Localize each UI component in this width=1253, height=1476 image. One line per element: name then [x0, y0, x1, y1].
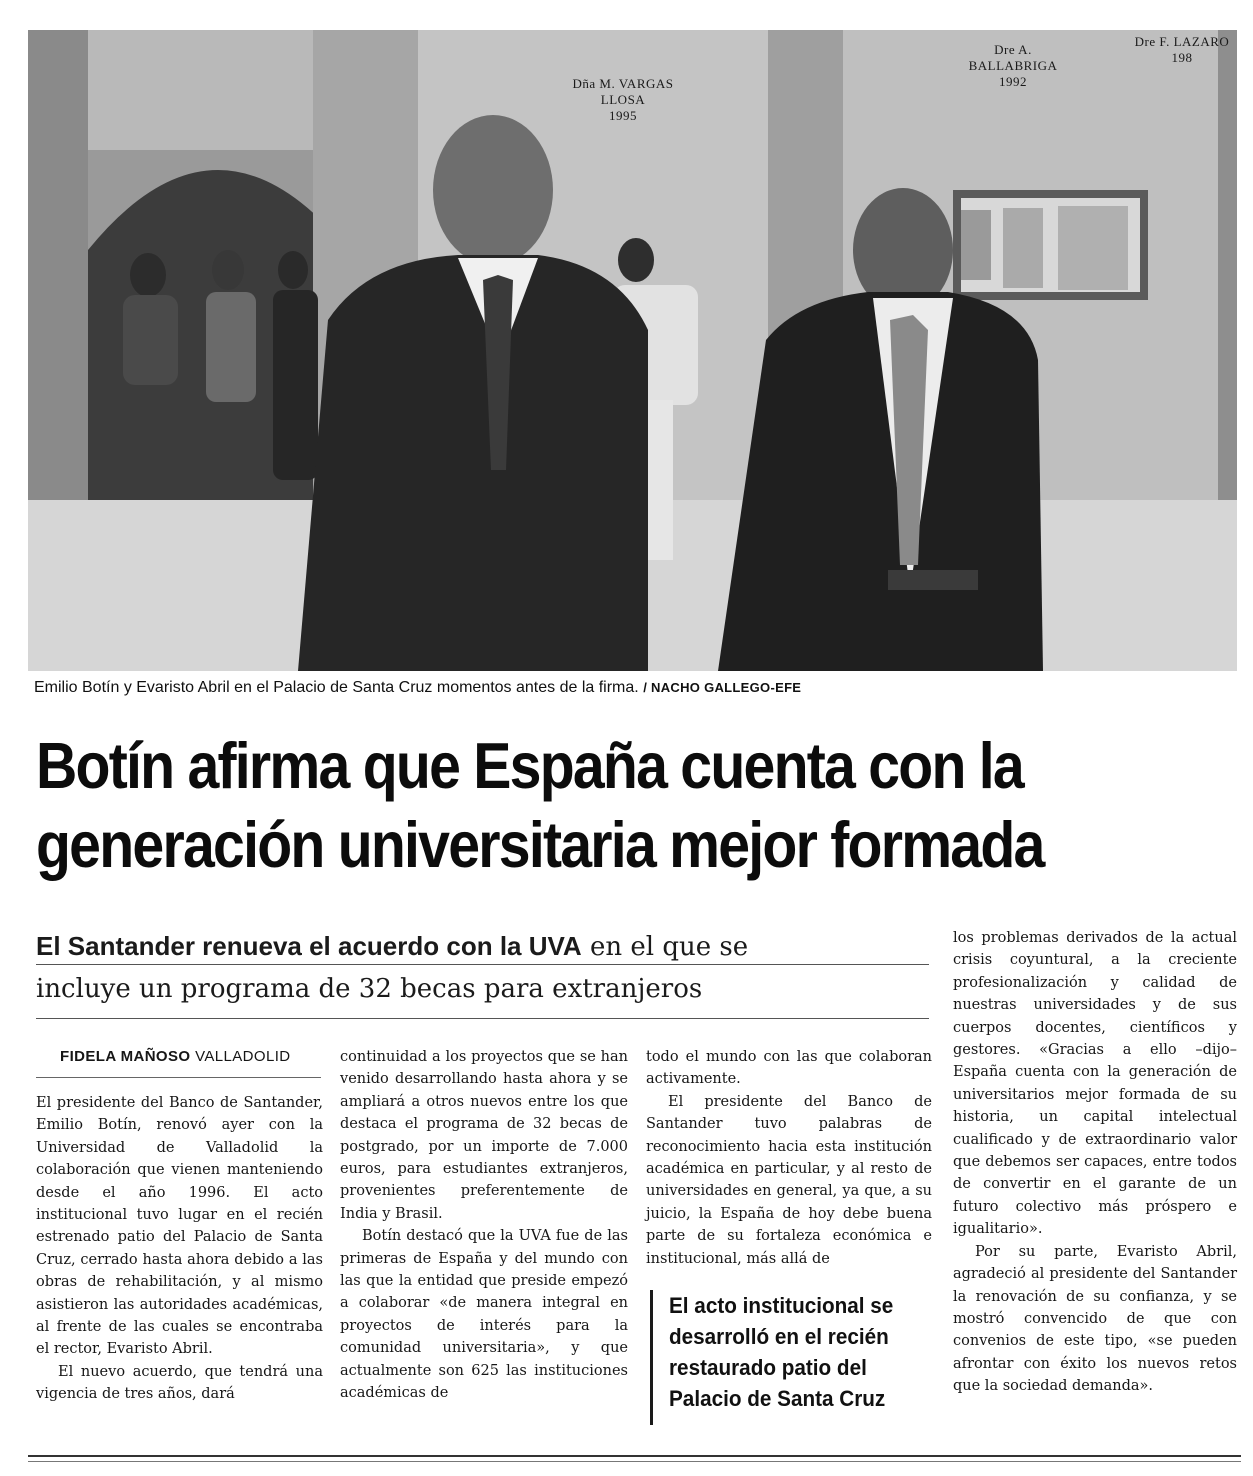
plaque-vargas-llosa: Dña M. VARGAS LLOSA 1995: [572, 76, 674, 123]
subheadline: [36, 925, 929, 1010]
paragraph: El nuevo acuerdo, que tendrá una vigencia de tres años, dará: [36, 1363, 323, 1403]
byline-author: FIDELA MAÑOSO: [60, 1048, 191, 1065]
byline-location: VALLADOLID: [195, 1048, 291, 1065]
page-bottom-rule: [28, 1461, 1241, 1462]
headline: [36, 726, 1092, 884]
byline-divider: [36, 1077, 321, 1078]
subheadline-divider: [36, 1018, 929, 1019]
news-photo: [28, 30, 1237, 671]
paragraph: El presidente del Banco de Santander tuvo palabras de reconocimiento hacia esta institución académica en particular, y al resto de universidades en general, ya que, a su juicio, la España de hoy debe buena parte de su fortaleza económica e institucional, más allá de: [646, 1093, 932, 1267]
paragraph: los problemas derivados de la actual crisis coyuntural, a la creciente profesionalización y calidad de nuestras universidades y de sus cuerpos docentes, científicos y gestores. «Gracias a ello –dijo– España cuenta con la generación de universitarios mejor formada de su historia, un capital intelectual cualificado y de extraordinario valor que debemos ser capaces, entre todos de convertir en el garante de un futuro colectivo más próspero e igualitario».: [953, 930, 1237, 1238]
headline-line1: Botín afirma que España cuenta con la: [36, 729, 1023, 802]
pull-quote: [650, 1290, 932, 1425]
article-column-2: [340, 1046, 628, 1405]
paragraph: Por su parte, Evaristo Abril, agradeció al presidente del Santander la renovación de su confianza, y se mostró convencido de que con convenios de este tipo, «se pueden afrontar con éxito los nuevos retos que la sociedad demanda».: [953, 1243, 1237, 1395]
paragraph: El presidente del Banco de Santander, Emilio Botín, renovó ayer con la Universidad de Valladolid la colaboración que vienen manteniendo desde el año 1996. El acto institucional tuvo lugar en el recién estrenado patio del Palacio de Santa Cruz, cerrado hasta ahora debido a las obras de rehabilitación, y al mismo asistieron las autoridades académicas, al frente de las cuales se encontraba el rector, Evaristo Abril.: [36, 1095, 323, 1358]
paragraph: Botín destacó que la UVA fue de las primeras de España y del mundo con las que la entidad que preside empezó a colaborar «de manera integral en proyectos de interés para la comunidad universitaria», y que actualmente son 625 las instituciones académicas de: [340, 1228, 628, 1402]
subheadline-lead: El Santander renueva el acuerdo con la UVA: [36, 931, 582, 961]
subheadline-divider: [36, 964, 929, 965]
article-column-3: [646, 1046, 932, 1270]
photo-caption: [34, 679, 1224, 697]
plaque-ballabriga: Dre A. BALLABRIGA 1992: [968, 42, 1058, 89]
paragraph: continuidad a los proyectos que se han venido desarrollando hasta ahora y se ampliará a otros nuevos entre los que destaca el programa de 32 becas de postgrado, por un importe de 7.000 euros, para estudiantes extranjeros, provenientes preferentemente de India y Brasil.: [340, 1049, 628, 1222]
subheadline-rest-line1: en el que se: [581, 932, 749, 962]
page-bottom-rule: [28, 1455, 1241, 1457]
photo-scene: [28, 30, 1237, 671]
subheadline-rest-line2: incluye un programa de 32 becas para extranjeros: [36, 974, 703, 1004]
pull-quote-line: El acto institucional se: [669, 1293, 894, 1318]
article-column-4: [953, 927, 1237, 1398]
photo-credit: / NACHO GALLEGO-EFE: [643, 680, 802, 695]
pull-quote-line: restaurado patio del: [669, 1355, 867, 1380]
caption-text: Emilio Botín y Evaristo Abril en el Palacio de Santa Cruz momentos antes de la firma.: [34, 679, 639, 696]
pull-quote-line: Palacio de Santa Cruz: [669, 1386, 886, 1411]
pull-quote-line: desarrolló en el recién: [669, 1324, 889, 1349]
plaque-lazaro: Dre F. LAZARO 198: [1134, 34, 1230, 65]
article-column-1: [36, 1092, 323, 1406]
paragraph: todo el mundo con las que colaboran activamente.: [646, 1049, 932, 1088]
headline-line2: generación universitaria mejor formada: [36, 808, 1044, 881]
byline: [60, 1048, 291, 1065]
